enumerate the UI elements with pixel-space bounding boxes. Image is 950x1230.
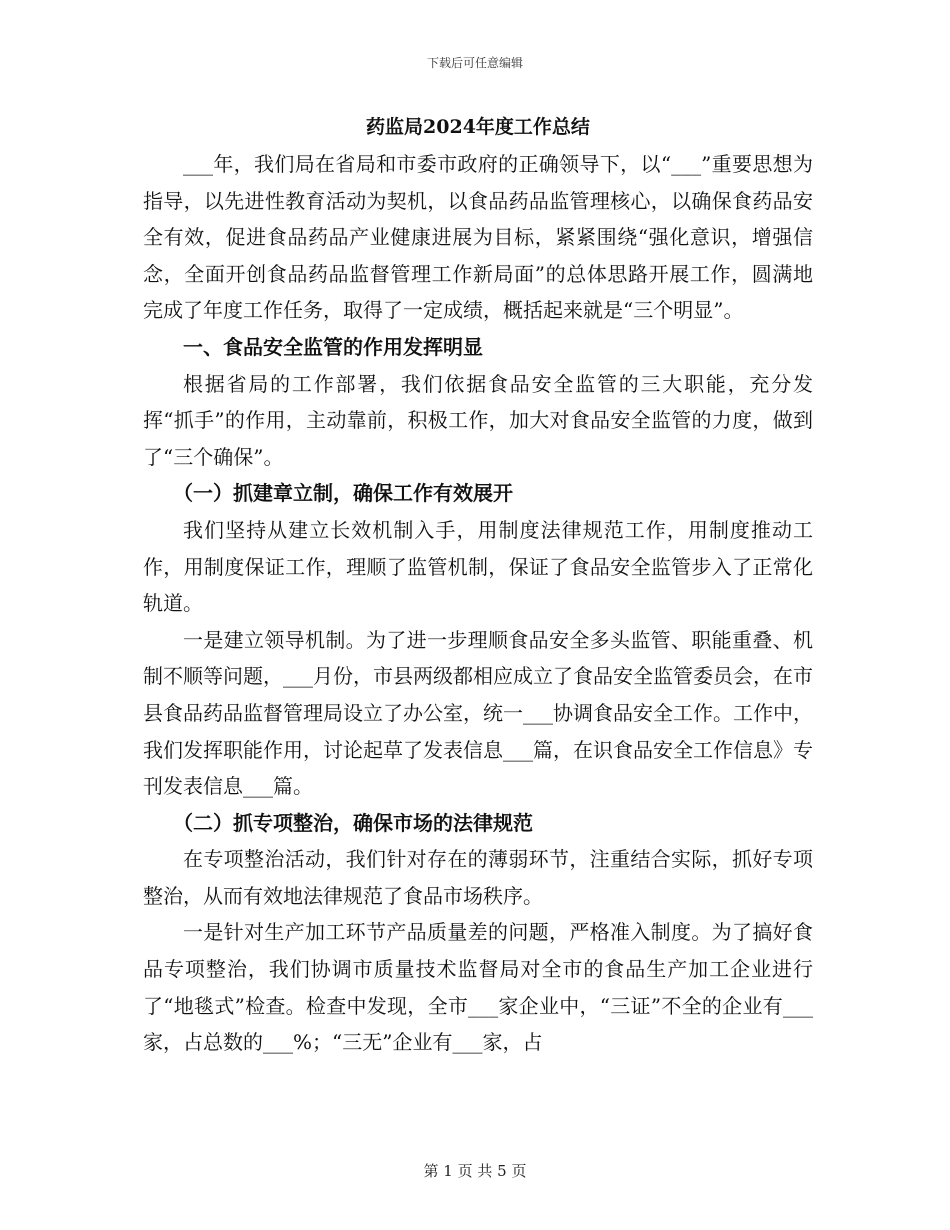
paragraph: 我们坚持从建立长效机制入手，用制度法律规范工作，用制度推动工作，用制度保证工作，理顺了监管机制，保证了食品安全监管步入了正常化轨道。 — [143, 517, 813, 616]
document-body — [143, 108, 813, 1061]
paragraph: 在专项整治活动，我们针对存在的薄弱环节，注重结合实际，抓好专项整治，从而有效地法律规范了食品市场秩序。 — [143, 847, 813, 908]
paragraph: 一是针对生产加工环节产品质量差的问题，严格准入制度。为了搞好食品专项整治，我们协调市质量技术监督局对全市的食品生产加工企业进行了“地毯式”检查。检查中发现，全市___家企业中，“三证”不全的企业有___家，占总数的___%；“三无”企业有___家，占 — [143, 920, 813, 1055]
section-heading: 一、食品安全监管的作用发挥明显 — [183, 334, 483, 359]
document-title: 药监局2024年度工作总结 — [366, 116, 590, 138]
paragraph: ___年，我们局在省局和市委市政府的正确领导下，以“___”重要思想为指导，以先进性教育活动为契机，以食品药品监管理核心，以确保食药品安全有效，促进食品药品产业健康进展为目标，紧紧围绕“强化意识，增强信念，全面开创食品药品监督管理工作新局面”的总体思路开展工作，圆满地完成了年度工作任务，取得了一定成绩，概括起来就是“三个明显”。 — [143, 152, 813, 323]
page-footer: 第 1 页 共 5 页 — [423, 1162, 527, 1180]
subsection-heading: （二）抓专项整治，确保市场的法律规范 — [173, 810, 533, 835]
paragraph: 根据省局的工作部署，我们依据食品安全监管的三大职能，充分发挥“抓手”的作用，主动靠前，积极工作，加大对食品安全监管的力度，做到了“三个确保”。 — [143, 371, 813, 469]
paragraph: 一是建立领导机制。为了进一步理顺食品安全多头监管、职能重叠、机制不顺等问题，___月份，市县两级都相应成立了食品安全监管委员会，在市县食品药品监督管理局设立了办公室，统一___协调食品安全工作。工作中，我们发挥职能作用，讨论起草了发表信息___篇，在识食品安全工作信息》专刊发表信息___篇。 — [143, 627, 813, 799]
subsection-heading: （一）抓建章立制，确保工作有效展开 — [173, 481, 513, 506]
header-note: 下载后可任意编辑 — [426, 56, 523, 70]
